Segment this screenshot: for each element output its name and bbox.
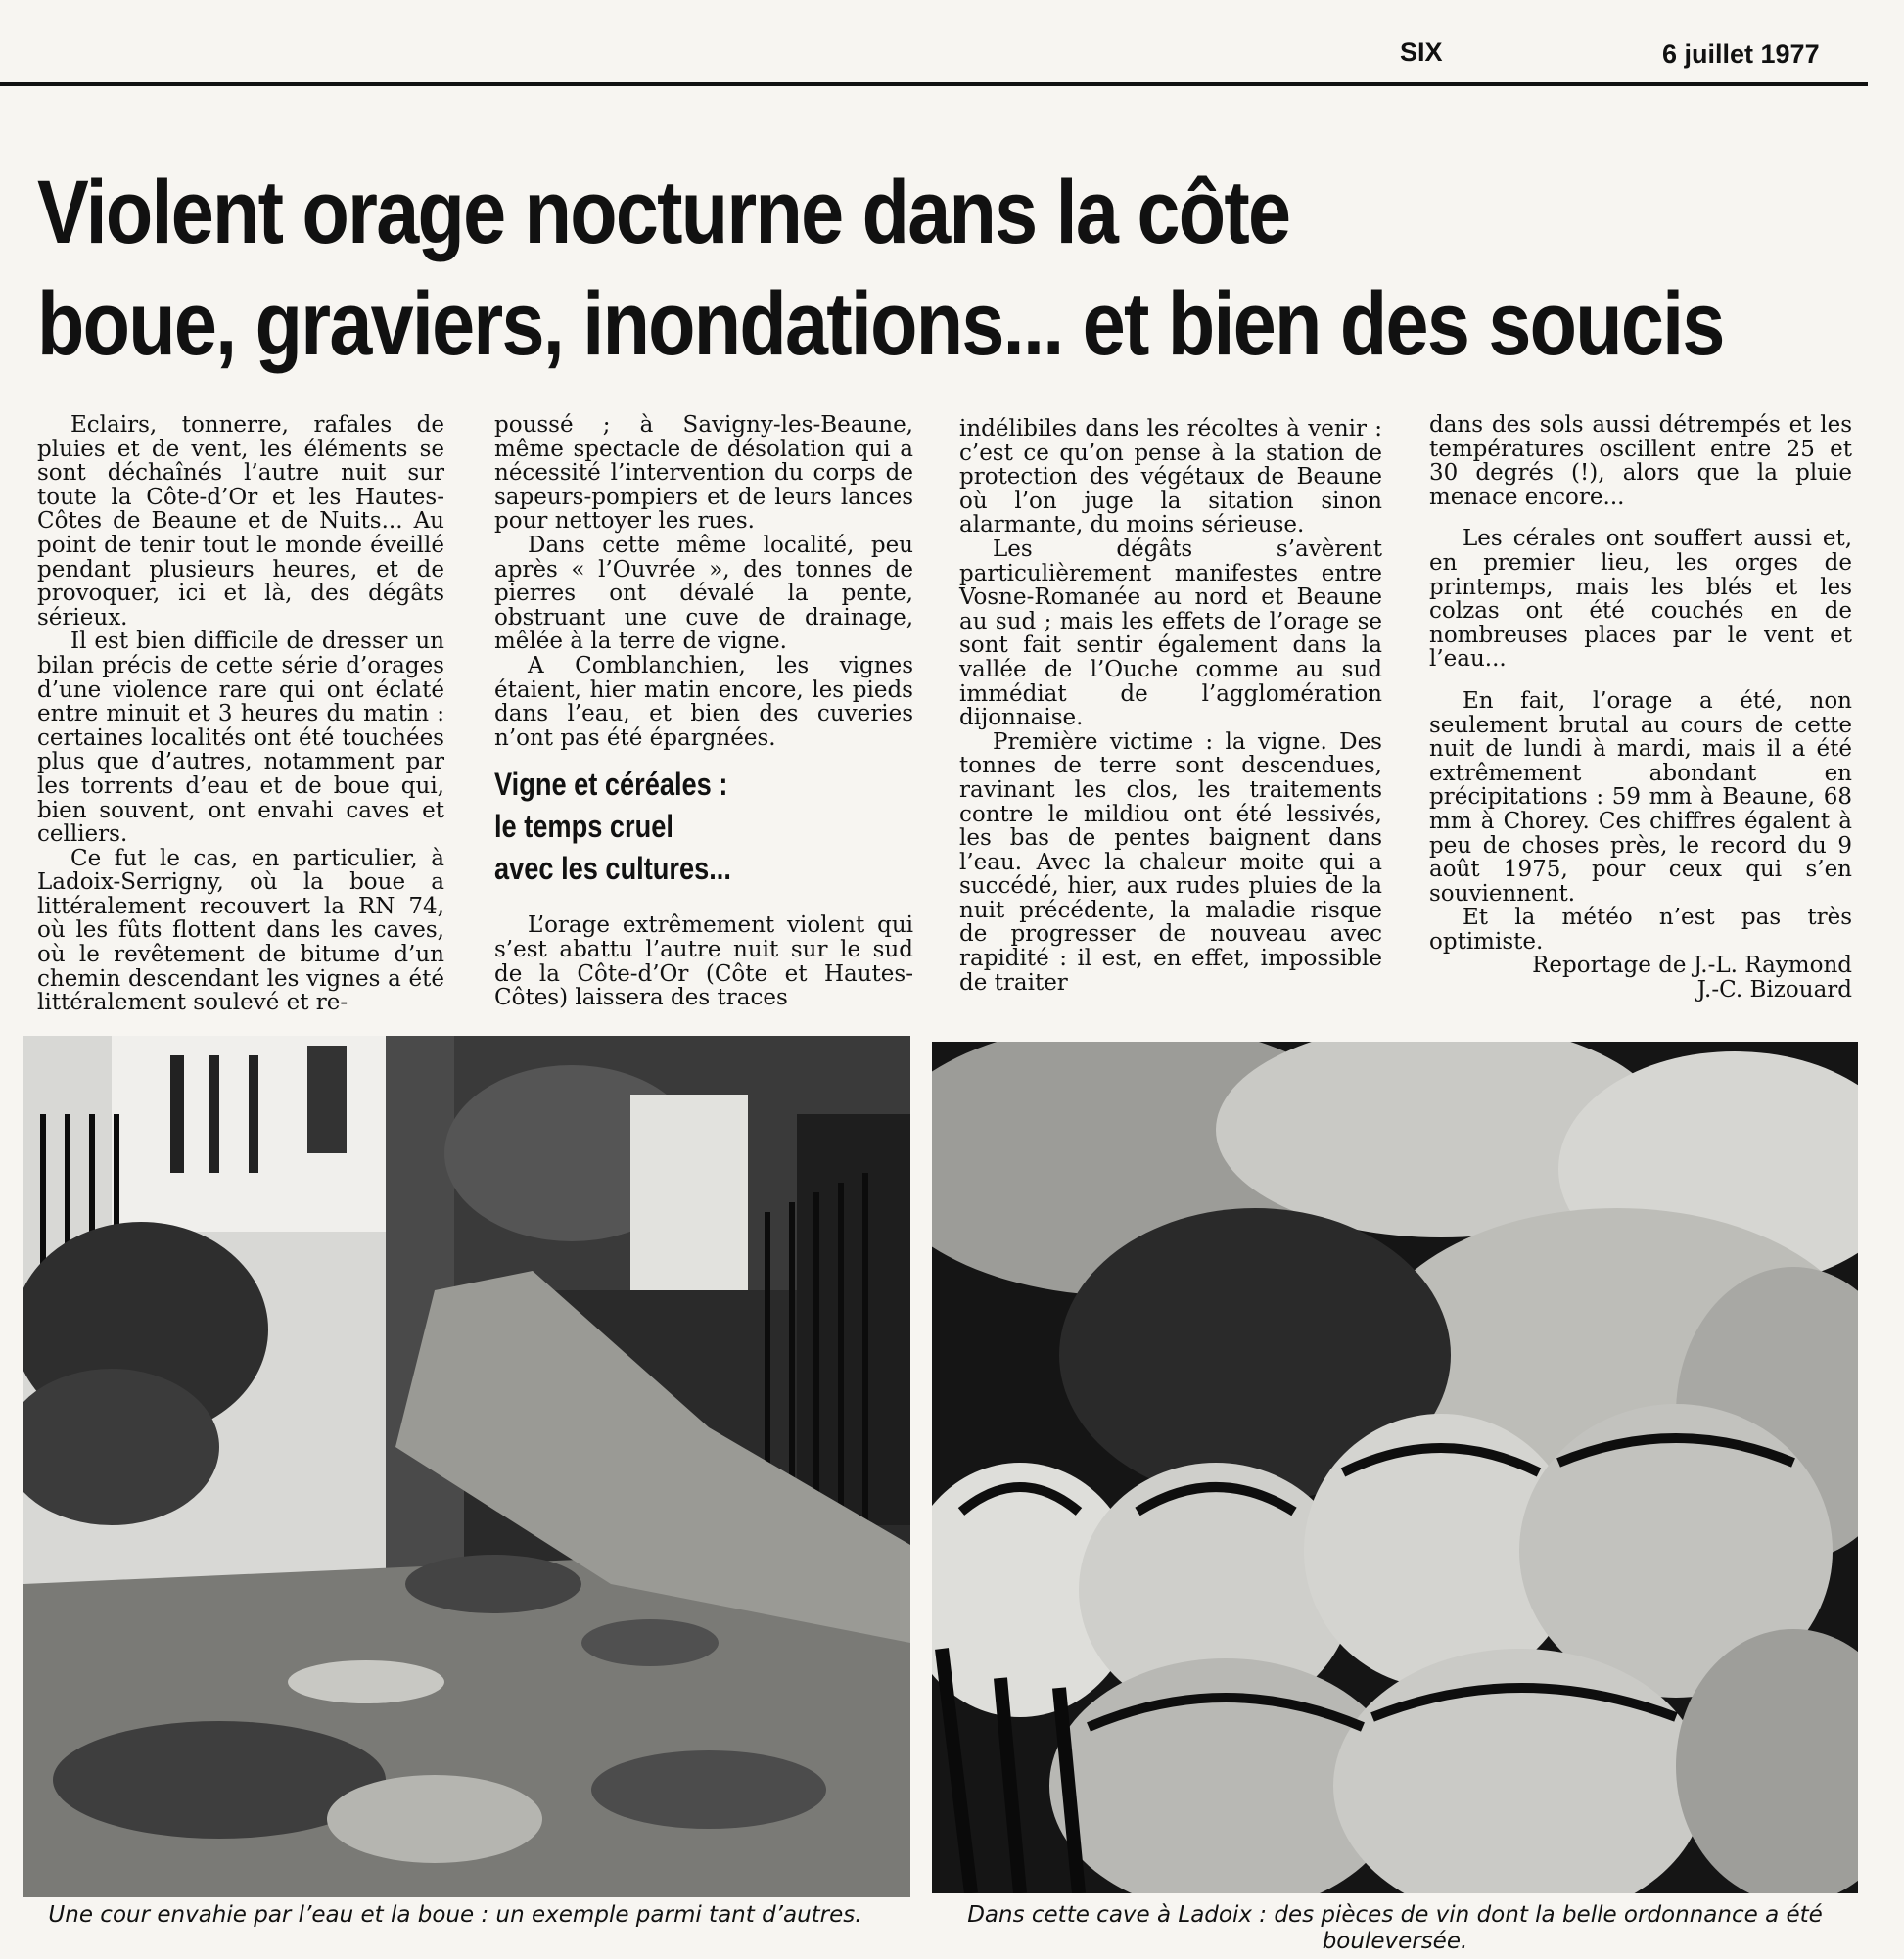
subheading-line: Vigne et céréales : [494,767,728,803]
paragraph: Dans cette même localité, peu après « l’Ouvrée », des tonnes de pierres ont dévalé la pente, obstruant une cuve de drainage, mêlée à la terre de vigne. [494,532,913,655]
article-column-1 [37,413,444,1015]
paragraph: Les dégâts s’avèrent particulièrement manifestes entre Vosne-Romanée au nord et Beaune au sud ; mais les effets de l’orage se sont fait sentir également dans la vallée de l’Ouche comme au sud immédiat de l’agglomération dijonnaise. [959,536,1382,731]
header-rule [0,82,1868,86]
article-column-2 [494,413,913,1010]
photo-caption-left: Une cour envahie par l’eau et la boue : un exemple parmi tant d’autres. [48,1902,862,1928]
paragraph: dans des sols aussi détrempés et les températures oscillent entre 25 et 30 degrés (!), alors que la pluie menace encore... [1429,412,1852,510]
headline-line-2: boue, graviers, inondations... et bien des soucis [37,274,1724,374]
paragraph: A Comblanchien, les vignes étaient, hier matin encore, les pieds dans l’eau, et bien des cuveries n’ont pas été épargnées. [494,652,913,751]
paragraph: Les cérales ont souffert aussi et, en premier lieu, les orges de printemps, mais les blés et les colzas ont été couchés en de nombreuses places par le vent et l’eau... [1429,526,1852,673]
paragraph: indélibiles dans les récoltes à venir : c’est ce qu’on pense à la station de protection des végétaux de Beaune où l’on juge la sitation sinon alarmante, du moins sérieuse. [959,416,1382,538]
issue-date: 6 juillet 1977 [1662,39,1820,69]
paragraph: Et la météo n’est pas très optimiste. [1429,905,1852,955]
paragraph: Il est bien difficile de dresser un bilan précis de cette série d’orages d’une violence rare qui ont éclaté entre minuit et 3 heures du matin : certaines localités ont été touchées plus que d’autres, notamment par les torrents d’eau et de boue qui, bien souvent, ont envahi caves et celliers. [37,629,444,848]
page-number: SIX [1400,37,1443,67]
paragraph: L’orage extrêmement violent qui s’est abattu l’autre nuit sur le sud de la Côte-d’Or (Côte et Hautes-Côtes) laissera des traces [494,912,913,1011]
section-subheading [494,764,851,890]
paragraph: En fait, l’orage a été, non seulement brutal au cours de cette nuit de lundi à mardi, mais il a été extrêmement abondant en précipitations : 59 mm à Beaune, 68 mm à Chorey. Ces chiffres égalent à peu de choses près, le record du 9 août 1975, pour ceux qui s’en souviennent. [1429,687,1852,907]
byline: Reportage de J.-L. Raymond [1532,953,1852,979]
headline-line-1: Violent orage nocturne dans la côte [37,163,1290,262]
subheading-line: avec les cultures... [494,851,731,887]
paragraph: poussé ; à Savigny-les-Beaune, même spectacle de désolation qui a nécessité l’intervention du corps de sapeurs-pompiers et de leurs lances pour nettoyer les rues. [494,412,913,535]
subheading-line: le temps cruel [494,809,673,845]
courtyard-photo-image [23,1036,910,1897]
courtyard-photo [23,1036,910,1897]
article-column-4 [1429,413,1852,1003]
headline [37,157,1724,380]
byline: J.-C. Bizouard [1696,977,1852,1003]
paragraph: Première victime : la vigne. Des tonnes de terre sont descendues, ravinant les clos, les traitements contre le mildiou ont été lessivés, les bas de pentes baignent dans l’eau. Avec la chaleur moite qui a succédé, hier, aux rudes pluies de la nuit précédente, la maladie risque de progresser de nouveau avec rapidité : il est, en effet, impossible de traiter [959,728,1382,996]
paragraph: Ce fut le cas, en particulier, à Ladoix-Serrigny, où la boue a littéralement recouvert la RN 74, où les fûts flottent dans les caves, où le revêtement de bitume d’un chemin descendant les vignes a été littéralement soulevé et re- [37,845,444,1016]
photo-caption-right: Dans cette cave à Ladoix : des pièces de vin dont la belle ordonnance a été bouleversée. [967,1902,1823,1954]
cellar-photo-image [932,1042,1858,1893]
cellar-photo [932,1042,1858,1893]
article-column-3 [959,417,1382,995]
paragraph: Eclairs, tonnerre, rafales de pluies et de vent, les éléments se sont déchaînés l’autre nuit sur toute la Côte-d’Or et les Hautes-Côtes de Beaune et de Nuits... Au point de tenir tout le monde éveillé pendant plusieurs heures, et de provoquer, ici et là, des dégâts sérieux. [37,412,444,630]
